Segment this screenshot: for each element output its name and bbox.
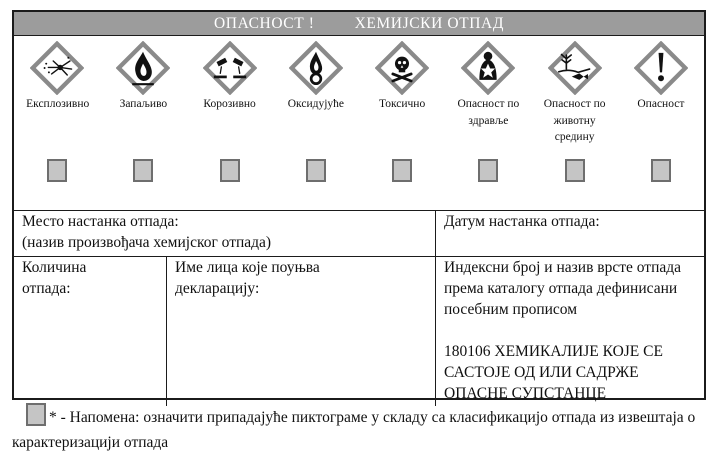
date-of-origin-cell [435,211,704,256]
declarant-name-label: Име лица које поуњва декларацију: [175,259,320,297]
corrosive-pictogram-icon [203,41,257,95]
footnote-text: * - Напомена: означити припадајуће пиктограме у складу са класификацијо отпада из извештаја о карактеризацији отпада [12,409,696,452]
explosive-pictogram-icon [30,41,84,95]
pictograms-section [14,36,704,210]
pictogram-checkbox-oxidizing[interactable] [306,159,326,182]
header-warning-text: ОПАСНОСТ ! [213,14,315,32]
declaration-table [12,10,706,400]
pictogram-checkbox-danger[interactable] [651,159,671,182]
pictogram-explosive [14,41,100,153]
checkbox-col [187,159,273,182]
pictogram-health-hazard [445,41,531,153]
waste-quantity-cell [14,257,166,406]
pictogram-checkbox-health-hazard[interactable] [478,159,498,182]
checkbox-col [618,159,704,182]
pictogram-toxic [359,41,445,153]
row-origin [14,210,704,256]
health-hazard-pictogram-icon [461,41,515,95]
pictogram-label: Оксидујуће [287,98,344,110]
pictogram-label: Опасност по здравље [457,98,520,127]
pictogram-checkbox-row [14,159,704,182]
place-of-origin-sublabel: (назив произвођача хемијског отпада) [22,233,272,251]
pictogram-oxidizing [273,41,359,153]
pictogram-checkbox-explosive[interactable] [47,159,67,182]
pictogram-flammable [100,41,186,153]
pictogram-environmental-hazard [532,41,618,153]
pictogram-checkbox-environmental-hazard[interactable] [565,159,585,182]
pictogram-checkbox-toxic[interactable] [392,159,412,182]
waste-index-value: 180106 ХЕМИКАЛИЈЕ КОЈЕ СЕ САСТОЈЕ ОД ИЛИ САДРЖЕ ОПАСНЕ СУПСТАНЦЕ [444,342,663,402]
pictogram-label: Запаљиво [119,98,168,110]
checkbox-col [100,159,186,182]
checkbox-col [359,159,445,182]
pictogram-label: Опасност [637,98,685,110]
waste-index-cell [435,257,704,406]
pictogram-checkbox-corrosive[interactable] [220,159,240,182]
pictogram-label: Опасност по животну средину [543,98,606,144]
pictogram-label: Токсично [379,98,426,110]
header-subject-text: ХЕМИЈСКИ ОТПАД [354,14,504,32]
footnote-checkbox-sample [26,403,46,426]
place-of-origin-label: Место настанка отпада: [22,213,179,230]
waste-index-label: Индексни број и назив врсте отпада према каталогу отпада дефинисани посебним прописом [444,259,682,318]
date-of-origin-label: Датум настанка отпада: [444,213,600,230]
pictogram-checkbox-flammable[interactable] [133,159,153,182]
place-of-origin-cell [14,211,435,256]
header-bar [14,12,704,36]
pictogram-corrosive [187,41,273,153]
checkbox-col [445,159,531,182]
flammable-pictogram-icon [116,41,170,95]
exclamation-pictogram-icon [634,41,688,95]
pictogram-danger [618,41,704,153]
row-details [14,256,704,406]
checkbox-col [273,159,359,182]
pictogram-label: Експлозивно [26,98,90,110]
declarant-name-cell [166,257,435,406]
pictogram-label: Корозивно [203,98,256,110]
toxic-pictogram-icon [375,41,429,95]
environmental-hazard-pictogram-icon [548,41,602,95]
waste-quantity-label: Количина отпада: [22,259,87,297]
footnote [12,403,711,456]
oxidizing-pictogram-icon [289,41,343,95]
pictogram-row [14,41,704,153]
checkbox-col [532,159,618,182]
checkbox-col [14,159,100,182]
